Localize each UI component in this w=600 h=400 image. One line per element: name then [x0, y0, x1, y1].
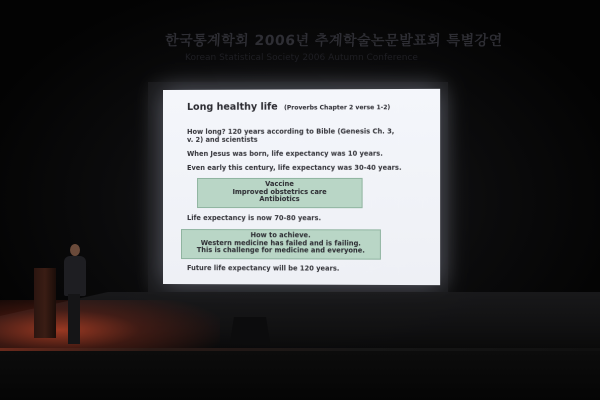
- slide-middle-line: Life expectancy is now 70-80 years.: [187, 214, 322, 223]
- advances-item: Antibiotics: [259, 195, 300, 204]
- speaker-figure: [58, 244, 94, 348]
- advances-item: Improved obstetrics care: [232, 187, 327, 196]
- projected-slide: [163, 89, 440, 285]
- slide-line-2: v. 2) and scientists: [187, 135, 258, 144]
- audience-area: [0, 351, 600, 400]
- stage-monitor: [230, 317, 270, 343]
- slide-final-line: Future life expectancy will be 120 years.: [187, 264, 340, 273]
- challenge-line: This is challenge for medicine and everyone.: [196, 246, 365, 255]
- slide-line-1: How long? 120 years according to Bible (Genesis Ch. 3,: [187, 127, 395, 136]
- challenge-line: Western medicine has failed and is failing.: [200, 238, 361, 248]
- speaker-body: [64, 256, 86, 296]
- advances-box: [197, 178, 363, 208]
- slide-reference: (Proverbs Chapter 2 verse 1-2): [284, 104, 391, 112]
- speaker-head: [70, 244, 80, 256]
- advances-item: Vaccine: [265, 179, 294, 189]
- slide-line-3: When Jesus was born, life expectancy was 10 years.: [187, 149, 383, 158]
- slide-line-4: Even early this century, life expectancy was 30-40 years.: [187, 163, 402, 172]
- speaker-legs: [68, 294, 80, 344]
- challenge-line: How to achieve.: [250, 231, 311, 240]
- event-banner-subtitle: Korean Statistical Society 2006 Autumn Conference: [185, 53, 418, 63]
- challenge-box: [181, 229, 381, 260]
- event-banner: 한국통계학회 2006년 추계학술논문발표회 특별강연: [164, 33, 503, 49]
- slide-title-text: Long healthy life: [187, 101, 278, 113]
- podium: [34, 268, 56, 338]
- slide-title: [187, 101, 390, 113]
